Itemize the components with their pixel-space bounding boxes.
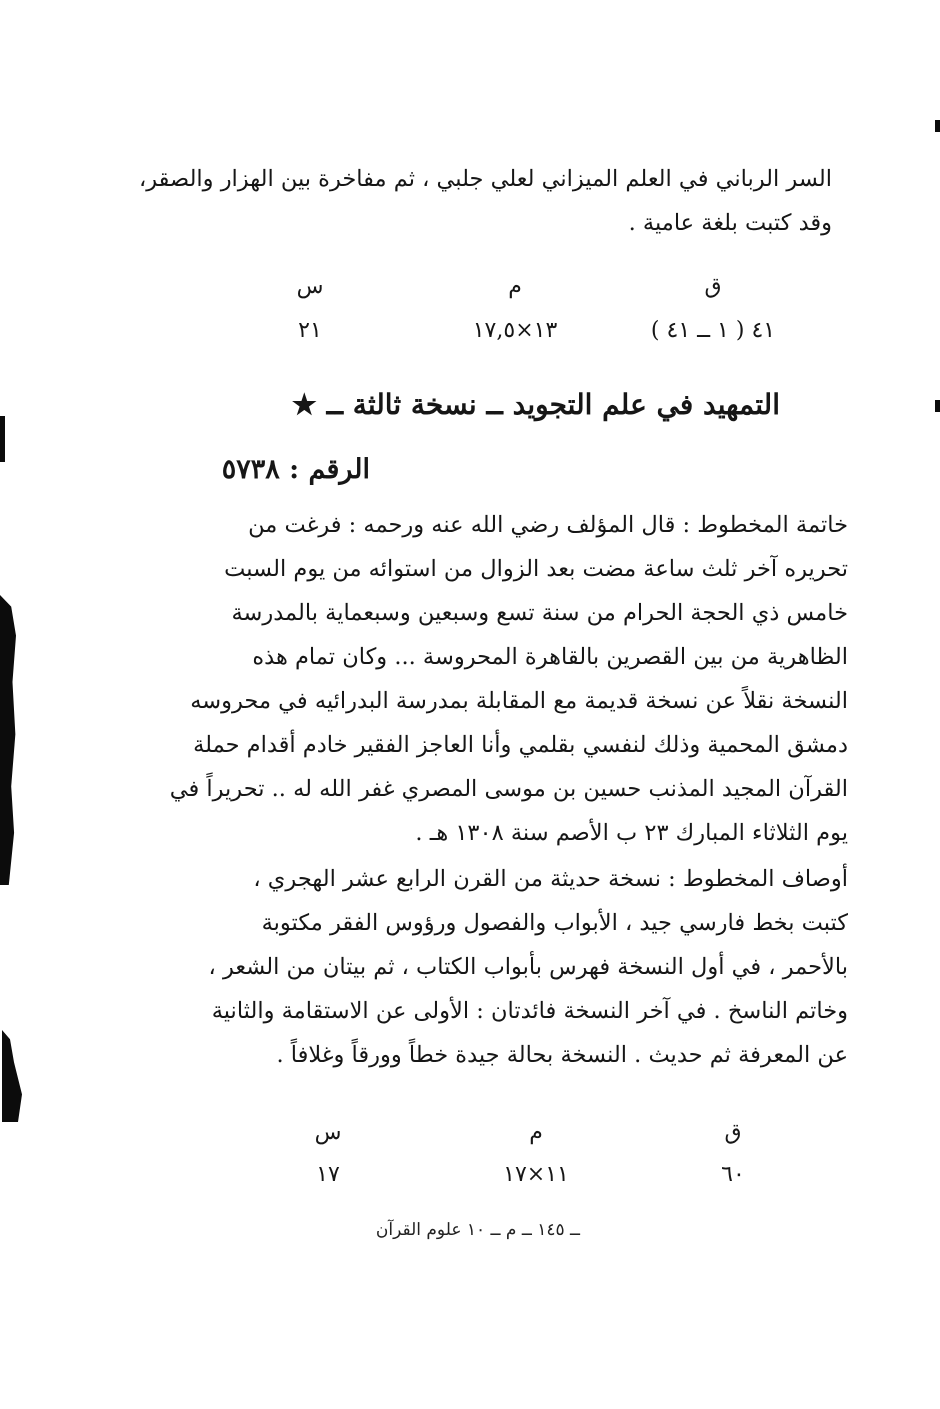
text-line: أوصاف المخطوط : نسخة حديثة من القرن الرابع عشر الهجري ، — [253, 866, 848, 892]
meta-header-m: م — [529, 1120, 543, 1145]
text-line: يوم الثلاثاء المبارك ٢٣ ب الأصم سنة ١٣٠٨ هـ . — [415, 820, 848, 846]
text-line: وقد كتبت بلغة عامية . — [628, 210, 832, 236]
text-line: دمشق المحمية وذلك لنفسي بقلمي وأنا العاجز الفقير خادم أقدام حملة — [193, 732, 848, 758]
manuscript-number: الرقم : ٥٧٣٨ — [221, 454, 370, 485]
meta-headers-1 — [0, 274, 940, 304]
meta-header-s: س — [314, 1120, 342, 1145]
meta-values-1 — [0, 318, 940, 348]
text-line: القرآن المجيد المذنب حسين بن موسى المصري غفر الله له .. تحريراً في — [169, 776, 848, 802]
text-line: الظاهرية من بين القصرين بالقاهرة المحروسة ... وكان تمام هذه — [252, 644, 848, 670]
meta-value-s: ١٧ — [316, 1162, 340, 1187]
text-line: خامس ذي الحجة الحرام من سنة تسع وسبعين وسبعماية بالمدرسة — [231, 600, 848, 626]
scan-edge-shadow — [2, 1030, 22, 1122]
meta-header-q: ق — [724, 1120, 742, 1145]
page-footer: ــ ١٤٥ ــ م ــ ١٠ علوم القرآن — [375, 1220, 580, 1240]
meta-header-m: م — [508, 274, 522, 299]
text-line: خاتمة المخطوط : قال المؤلف رضي الله عنه ورحمه : فرغت من — [248, 512, 848, 538]
meta-values-2 — [0, 1162, 940, 1192]
text-line: كتبت بخط فارسي جيد ، الأبواب والفصول ورؤوس الفقر مكتوبة — [261, 910, 848, 936]
text-line: النسخة نقلاً عن نسخة قديمة مع المقابلة بمدرسة البدرائيه في محروسه — [190, 688, 848, 714]
scan-mark — [935, 120, 940, 132]
text-line: بالأحمر ، في أول النسخة فهرس بأبواب الكتاب ، ثم بيتان من الشعر ، — [208, 954, 848, 980]
text-line: تحريره آخر ثلث ساعة مضت بعد الزوال من استوائه من يوم السبت — [224, 556, 848, 582]
meta-header-q: ق — [704, 274, 722, 299]
text-line: وخاتم الناسخ . في آخر النسخة فائدتان : الأولى عن الاستقامة والثانية — [211, 998, 848, 1024]
meta-headers-2 — [0, 1120, 940, 1150]
text-line: السر الرباني في العلم الميزاني لعلي جلبي ، ثم مفاخرة بين الهزار والصقر، — [139, 166, 832, 192]
meta-value-q: ٤١ ( ١ ــ ٤١ ) — [650, 318, 776, 343]
scan-mark — [935, 400, 940, 412]
meta-header-s: س — [296, 274, 324, 299]
meta-value-m: ١١×١٧ — [503, 1162, 569, 1187]
scan-edge-shadow — [0, 595, 16, 885]
description-paragraph — [188, 866, 848, 1096]
meta-value-s: ٢١ — [298, 318, 322, 343]
intro-paragraph — [139, 166, 832, 246]
colophon-paragraph — [169, 512, 848, 862]
scan-edge-shadow — [0, 416, 5, 462]
meta-value-q: ٦٠ — [721, 1162, 745, 1187]
section-title: التمهيد في علم التجويد ــ نسخة ثالثة ــ ★ — [291, 388, 780, 421]
meta-value-m: ١٣×١٧,٥ — [472, 318, 558, 343]
text-line: عن المعرفة ثم حديث . النسخة بحالة جيدة خطاً وورقاً وغلافاً . — [276, 1042, 848, 1068]
